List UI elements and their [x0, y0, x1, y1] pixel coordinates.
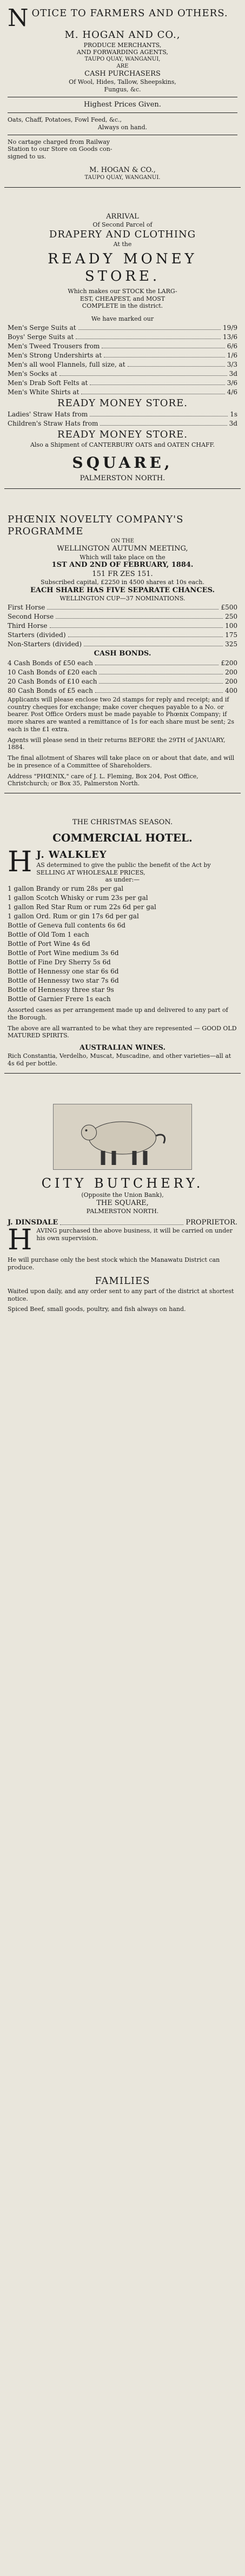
aus-rich: Rich Constantia, Verdelho, Muscat, Muscadine, and other varieties—all at 4s 6d per bottle.: [8, 1052, 231, 1067]
christmas-season: THE CHRISTMAS SEASON.: [72, 818, 173, 826]
firm-line-0: PRODUCE MERCHANTS,: [83, 41, 162, 49]
phoenix-paragraph-3: Address "PHŒNIX," care of J. L. Fleming, Box 204, Post Office, Christchurch; or Box 35, Palmerston North.: [8, 772, 198, 787]
phoenix-dates: 1ST AND 2ND OF FEBRUARY, 1884.: [51, 561, 194, 569]
phoenix-paragraph-1: Agents will please send in their returns BEFORE the 29TH of JANUARY, 1884.: [8, 736, 226, 751]
firm-line-2: TAUPO QUAY, WANGANUI,: [84, 56, 161, 62]
prize-row: First Horse £500: [8, 603, 237, 611]
hotel-name: COMMERCIAL HOTEL.: [52, 831, 193, 845]
phoenix-paragraph-0: Applicants will please enclose two 2d stamps for reply and receipt; and if country cheques for exchange; make cover cheques payable to a No. or bearer. Post Office Orders must be made payable to Phœnix Company; if more shares are wanted a remittance of 1s for each share must be sent; 2s each is the £1 extra.: [8, 696, 235, 733]
firm-line-1: AND FORWARDING AGENTS,: [77, 49, 168, 56]
store-line: READY MONEY STORE.: [57, 397, 188, 409]
bond-list: [8, 659, 237, 695]
phoenix-meeting: WELLINGTON AUTUMN MEETING,: [57, 545, 188, 553]
ad-walkley: [4, 815, 241, 1074]
firm-line-14: TAUPO QUAY, WANGANUI.: [84, 175, 161, 181]
prize-row: Third Horse 100: [8, 621, 237, 630]
price-row: Ladies' Straw Hats from 1s: [8, 410, 237, 419]
firm-name: M. HOGAN AND CO.,: [64, 29, 181, 41]
phoenix-which: Which will take place on the: [80, 553, 165, 561]
liquor-item: Bottle of Fine Dry Sherry 5s 6d: [8, 958, 111, 966]
walkley-intro: [8, 846, 237, 879]
cow-icon: [54, 1104, 191, 1169]
firm-line-10: No cartage charged from Railway: [8, 138, 110, 145]
firm-line-8: Oats, Chaff, Potatoes, Fowl Feed, &c.,: [8, 116, 122, 123]
walkley-under: as under:—: [105, 876, 140, 884]
ad-ready-money: [4, 209, 241, 489]
firm-line-3: ARE: [116, 63, 129, 69]
store-line-2: READY MONEY STORE.: [57, 429, 188, 441]
price-row: Men's Strong Undershirts at 1/6: [8, 351, 237, 359]
proprietor-name: J. DINSDALE: [8, 1218, 58, 1227]
price-list: [8, 324, 237, 396]
liquor-item: 1 gallon Scotch Whisky or rum 23s per gal: [8, 894, 148, 902]
spiced-text: Spiced Beef, small goods, poultry, and fish always on hand.: [8, 1306, 186, 1313]
butchery-town: PALMERSTON NORTH.: [86, 1207, 159, 1215]
aus-wines: AUSTRALIAN WINES.: [79, 1044, 165, 1052]
proprietor-title: PROPRIETOR.: [186, 1218, 237, 1227]
prize-row: Starters (divided) 175: [8, 631, 237, 639]
bond-row: 4 Cash Bonds of £50 each £200: [8, 659, 237, 667]
butchery-opp: (Opposite the Union Bank),: [81, 1191, 164, 1198]
butchery-square: THE SQUARE,: [96, 1198, 149, 1207]
store-intro: Which makes our STOCK the LARG- EST, CHEAPEST, and MOST COMPLETE in the district.: [68, 287, 177, 310]
cow-illustration: [53, 1104, 192, 1170]
arrival-title: ARRIVAL: [106, 212, 139, 221]
notice-title: OTICE TO FARMERS AND OTHERS.: [31, 8, 228, 19]
walkley-above: The above are all warranted to be what they are represented — GOOD OLD MATURED SPIRITS.: [8, 1024, 237, 1039]
phoenix-cup: WELLINGTON CUP—37 NOMINATIONS.: [59, 594, 186, 602]
divider: [8, 112, 237, 113]
ad-butchery: [4, 1095, 241, 1319]
butchery-title: CITY BUTCHERY.: [41, 1175, 204, 1191]
firm-line-6: Fungus, &c.: [104, 86, 141, 93]
bond-row: 80 Cash Bonds of £5 each 400: [8, 686, 237, 694]
prize-row: Second Horse 250: [8, 612, 237, 620]
liquor-item: Bottle of Hennessy one star 6s 6d: [8, 968, 119, 975]
store-masthead: READY MONEY STORE.: [48, 250, 197, 285]
liquor-item: Bottle of Hennessy two star 7s 6d: [8, 977, 119, 984]
proprietor-line: [8, 1219, 237, 1227]
phoenix-each: EACH SHARE HAS FIVE SEPARATE CHANCES.: [30, 586, 215, 594]
prize-row: Non-Starters (divided) 325: [8, 640, 237, 648]
price-row: Children's Straw Hats from 3d: [8, 420, 237, 428]
arrival-line-2: At the: [113, 241, 132, 248]
notice-heading: [8, 4, 237, 32]
price-row: Men's Tweed Trousers from 6/6: [8, 342, 237, 350]
families-text: Waited upon daily, and any order sent to any part of the district at shortest notice.: [8, 1287, 234, 1302]
firm-line-13: M. HOGAN & CO.,: [89, 165, 156, 174]
walkley-name: J. WALKLEY: [36, 849, 107, 861]
bond-row: 10 Cash Bonds of £20 each 200: [8, 668, 237, 676]
cash-bonds-heading: CASH BONDS.: [94, 649, 151, 658]
arrival-line-0: Of Second Parcel of: [92, 221, 153, 228]
phoenix-fez: 151 FR ZES 151.: [92, 569, 153, 578]
butchery-text-2: He will purchase only the best stock which the Manawatu District can produce.: [8, 1256, 220, 1271]
price-row: Men's White Shirts at 4/6: [8, 388, 237, 396]
firm-line-11: Station to our Store on Goods con-: [8, 145, 112, 153]
ad-hogan: [4, 4, 241, 188]
liquor-item: Bottle of Port Wine medium 3s 6d: [8, 949, 119, 957]
liquor-item: Bottle of Hennessy three star 9s: [8, 986, 114, 994]
square-heading: SQUARE,: [72, 453, 173, 472]
families-heading: FAMILIES: [95, 1275, 150, 1287]
liquor-list: [8, 885, 237, 1003]
liquor-item: 1 gallon Ord. Rum or gin 17s 6d per gal: [8, 912, 139, 920]
prize-list: [8, 604, 237, 648]
firm-line-5: Of Wool, Hides, Tallow, Sheepskins,: [69, 78, 176, 86]
phoenix-on-the: ON THE: [111, 538, 134, 544]
liquor-item: Bottle of Port Wine 4s 6d: [8, 940, 90, 948]
liquor-item: 1 gallon Red Star Rum or rum 22s 6d per gal: [8, 903, 156, 911]
ad-phoenix: [4, 511, 241, 793]
bond-row: 20 Cash Bonds of £10 each 200: [8, 677, 237, 685]
marked-line: We have marked our: [91, 315, 154, 322]
also-line: Also a Shipment of CANTERBURY OATS and OATEN CHAFF.: [30, 441, 215, 448]
firm-line-9: Always on hand.: [97, 123, 148, 131]
newspaper-page: [4, 4, 241, 2567]
price-row: Men's Serge Suits at 19/9: [8, 323, 237, 332]
walkley-assorted: Assorted cases as per arrangement made up and delivered to any part of the Borough.: [8, 1006, 228, 1021]
arrival-line-1: DRAPERY AND CLOTHING: [49, 228, 196, 240]
hats-list: [8, 410, 237, 428]
town-name: PALMERSTON NORTH.: [80, 474, 165, 482]
firm-line-4: CASH PURCHASERS: [84, 70, 161, 78]
butchery-text-1: AVING purchased the above business, it will be carried on under his own supervision.: [36, 1227, 233, 1242]
firm-line-7: Highest Prices Given.: [84, 100, 161, 109]
phoenix-paragraph-2: The final allotment of Shares will take place on or about that date, and will be in presence of a Committee of Shareholders.: [8, 754, 235, 769]
liquor-item: Bottle of Geneva full contents 6s 6d: [8, 922, 125, 929]
walkley-text: AS determined to give the public the benefit of the Act by SELLING AT WHOLESALE PRICES,: [36, 861, 211, 876]
notice-initial: N: [8, 4, 29, 32]
phoenix-capital: Subscribed capital, £2250 in 4500 shares at 10s each.: [41, 578, 204, 586]
walkley-initial: H: [8, 846, 32, 879]
price-row: Boys' Serge Suits at 13/6: [8, 333, 237, 341]
liquor-item: Bottle of Old Tom 1 each: [8, 931, 89, 938]
price-row: Men's Drab Soft Felts at 3/6: [8, 379, 237, 387]
price-row: Men's Socks at 3d: [8, 369, 237, 378]
butchery-intro: [8, 1223, 237, 1256]
price-row: Men's all wool Flannels, full size, at 3/3: [8, 360, 237, 368]
liquor-item: Bottle of Garnier Frere 1s each: [8, 995, 111, 1003]
phoenix-title: PHŒNIX NOVELTY COMPANY'S PROGRAMME: [8, 513, 184, 538]
liquor-item: 1 gallon Brandy or rum 28s per gal: [8, 885, 124, 892]
firm-line-12: signed to us.: [8, 153, 47, 160]
butchery-initial: H: [8, 1223, 32, 1256]
